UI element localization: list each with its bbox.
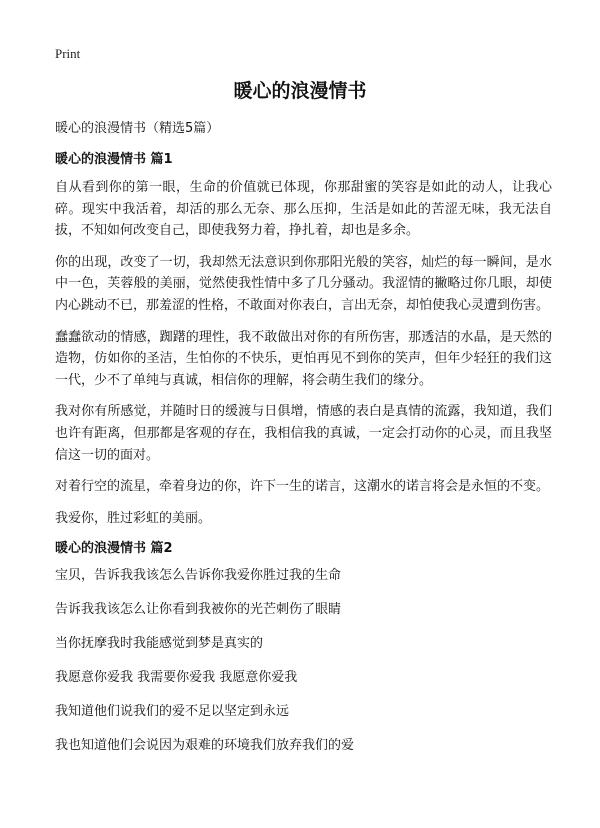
paragraph: 我爱你，胜过彩虹的美丽。 [55,510,212,526]
poem-line: 当你抚摩我时我能感觉到梦是真实的 [55,636,264,652]
paragraph: 我对你有所感觉，并随时日的缓渡与日俱增，情感的表白是真情的流露，我知道，我们也许有距离，但那都是客观的存在，我相信我的真诚，一定会打动你的心灵，而且我坚信这一切的面对。 [55,404,552,463]
poem-line: 我知道他们说我们的爱不足以坚定到永远 [55,704,290,720]
paragraph: 蠢蠢欲动的情感，踟躇的理性，我不敢做出对你的有所伤害，那透洁的水晶，是天然的造物，仿如你的圣洁，生怕你的不快乐，更怕再见不到你的笑声，但年少轻狂的我们这一代，少不了单纯与真诚，相信你的理解，将会萌生我们的缘分。 [55,329,552,388]
poem-line: 宝贝，告诉我我该怎么告诉你我爱你胜过我的生命 [55,568,342,584]
poem-line: 我愿意你爱我 我需要你爱我 我愿意你爱我 [55,670,298,686]
poem-line: 告诉我我该怎么让你看到我被你的光芒刺伤了眼睛 [55,602,342,618]
section-heading-1: 暖心的浪漫情书 篇1 [55,152,173,167]
poem-line: 我也知道他们会说因为艰难的环境我们放弃我们的爱 [55,738,355,754]
document-subtitle: 暖心的浪漫情书（精选5篇） [55,121,220,136]
document-body [55,118,552,770]
section-heading-2: 暖心的浪漫情书 篇2 [55,541,173,557]
paragraph: 对着行空的流星，牵着身边的你，许下一生的诺言，这潮水的诺言将会是永恒的不变。 [55,479,550,495]
paragraph: 自从看到你的第一眼，生命的价值就已体现，你那甜蜜的笑容是如此的动人，让我心碎。现实中我活着，却活的那么无奈、那么压抑，生活是如此的苦涩无味，我无法自拔，不知如何改变自己，即使我努力着，挣扎着，却也是多余。 [55,180,552,239]
paragraph: 你的出现，改变了一切，我却然无法意识到你那阳光般的笑容，灿烂的每一瞬间，是水中一色，芙蓉般的美丽，觉然使我性情中多了几分骚动。我涩情的撇略过你几眼，却使内心跳动不已，那羞涩的性格，不敢面对你表白，言出无奈，却怕使我心灵遭到伤害。 [55,254,552,313]
print-link[interactable]: Print [55,46,81,61]
page-title: 暖心的浪漫情书 [233,80,367,102]
